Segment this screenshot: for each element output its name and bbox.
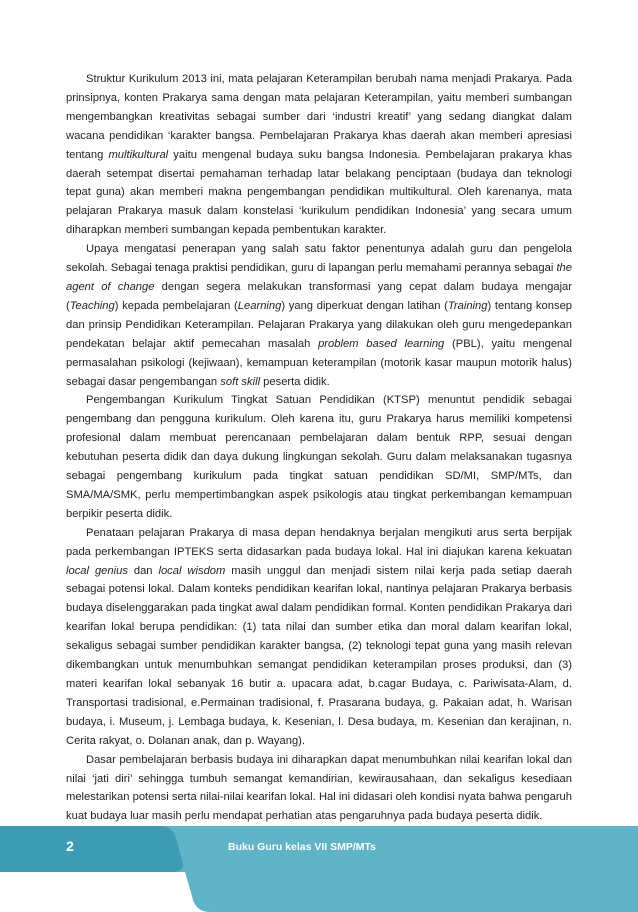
italic-term: problem based learning (318, 337, 445, 350)
text-run: Penataan pelajaran Prakarya di masa depan hendaknya berjalan mengikuti arus serta berpijak pada perkembangan IPTEKS serta didasarkan pada budaya lokal. Hal ini diajukan karena kekuatan (66, 526, 572, 558)
text-run: peserta didik. (260, 375, 330, 388)
italic-term: multikultural (108, 148, 169, 161)
paragraph-1 (66, 70, 572, 240)
text-run: ) kepada pembelajaran ( (114, 299, 238, 312)
text-run: masih unggul dan menjadi sistem nilai kerja pada setiap daerah sebagai potensi lokal. Dalam konteks pendidikan kearifan lokal, nantinya pelajaran Prakarya berbasis budaya diselenggarakan pada tingkat awal dalam pendidikan formal. Konten pendidikan Prakarya dari kearifan lokal berupa pendidikan: (1) tata nilai dan sumber etika dan moral dalam kearifan lokal, sekaligus sebagai sumber pendidikan karakter bangsa, (2) teknologi tepat guna yang masih relevan dikembangkan untuk menumbuhkan semangat pendidikan keterampilan proses produksi, dan (3) materi kearifan lokal sebanyak 16 butir a. upacara adat, b.cagar Budaya, c. Pariwisata-Alam, d. Transportasi tradisional, e.Permainan tradisional, f. Prasarana budaya, g. Pakaian adat, h. Warisan budaya, i. Museum, j. Lembaga budaya, k. Kesenian, l. Desa budaya, m. Kesenian dan kerajinan, n. Cerita rakyat, o. Dolanan anak, dan p. Wayang). (66, 564, 573, 747)
text-run: Pengembangan Kurikulum Tingkat Satuan Pendidikan (KTSP) menuntut pendidik sebagai pengembang dan pengguna kurikulum. Oleh karena itu, guru Prakarya harus memiliki kompetensi profesional dalam membuat perencanaan pembelajaran dalam bentuk RPP, sesuai dengan kebutuhan peserta didik dan daya dukung lingkungan sekolah. Guru dalam melaksanakan tugasnya sebagai pengembang kurikulum pada tingkat satuan pendidikan SD/MI, SMP/MTs, dan SMA/MA/SMK, perlu mempertimbangkan aspek psikologis atau tingkat perkembangan kemampuan berpikir peserta didik. (66, 394, 572, 520)
italic-term: the agent of change (66, 262, 572, 293)
body-text (66, 70, 572, 826)
text-run: (PBL), yaitu mengenal permasalahan psikologi (kejiwaan), kemampuan keterampilan (motorik kasar maupun motorik halus) sebagai dasar pengembangan (66, 337, 572, 388)
text-run: Dasar pembelajaran berbasis budaya ini diharapkan dapat menumbuhkan nilai kearifan lokal dan nilai ‘jati diri’ sehingga tumbuh semangat kemandirian, kewirausahaan, dan sekaligus kesediaan melestarikan potensi serta nilai-nilai kearifan lokal. Hal ini didasari oleh kondisi nyata bahwa pengaruh kuat budaya luar masih perlu mendapat perhatian atas pengaruhnya pada budaya peserta didik. (66, 753, 572, 823)
text-run: dan (127, 564, 159, 577)
italic-term: Teaching (69, 299, 115, 312)
text-run: ) yang diperkuat dengan latihan ( (281, 299, 448, 312)
page-number: 2 (66, 838, 74, 854)
italic-term: local genius (66, 564, 128, 577)
text-run: Upaya mengatasi penerapan yang salah satu faktor penentunya adalah guru dan pengelola sekolah. Sebagai tenaga praktisi pendidikan, guru di lapangan perlu memahami perannya sebagai (66, 243, 572, 275)
italic-term: Training (447, 299, 488, 312)
italic-term: Learning (237, 299, 282, 312)
paragraph-3 (66, 391, 572, 523)
text-run: ) tentang konsep dan prinsip Pendidikan Keterampilan. Pelajaran Prakarya yang dilakukan oleh guru mengedepankan pendekatan belajar aktif pemecahan masalah (66, 299, 573, 350)
paragraph-5 (66, 751, 572, 827)
paragraph-2 (66, 240, 572, 391)
book-title: Buku Guru kelas VII SMP/MTs (228, 841, 377, 853)
italic-term: local wisdom (158, 564, 226, 577)
text-run: dengan segera melakukan transformasi yang cepat dalam budaya mengajar ( (66, 280, 573, 312)
italic-term: soft skill (220, 375, 261, 388)
paragraph-4 (66, 524, 572, 751)
text-run: yaitu mengenal budaya suku bangsa Indonesia. Pembelajaran prakarya khas daerah setempat disertai pemahaman terhadap latar belakang penciptaan (budaya dan teknologi tepat guna) akan memberi makna pengembangan pendidikan multikultural. Oleh karenanya, mata pelajaran Prakarya masuk dalam konstelasi ‘kurikulum pendidikan Indonesia’ yang secara umum diharapkan memberi sumbangan kepada pembentukan karakter. (66, 148, 572, 237)
text-run: Struktur Kurikulum 2013 ini, mata pelajaran Keterampilan berubah nama menjadi Prakarya. Pada prinsipnya, konten Prakarya sama dengan mata pelajaran Keterampilan, yaitu memberi sumbangan mengembangkan kreativitas sebagai sumber dari ‘industri kreatif’ yang sedang diangkat dalam wacana pendidikan ‘karakter bangsa. Pembelajaran Prakarya khas daerah akan memberi apresiasi tentang (66, 73, 572, 161)
